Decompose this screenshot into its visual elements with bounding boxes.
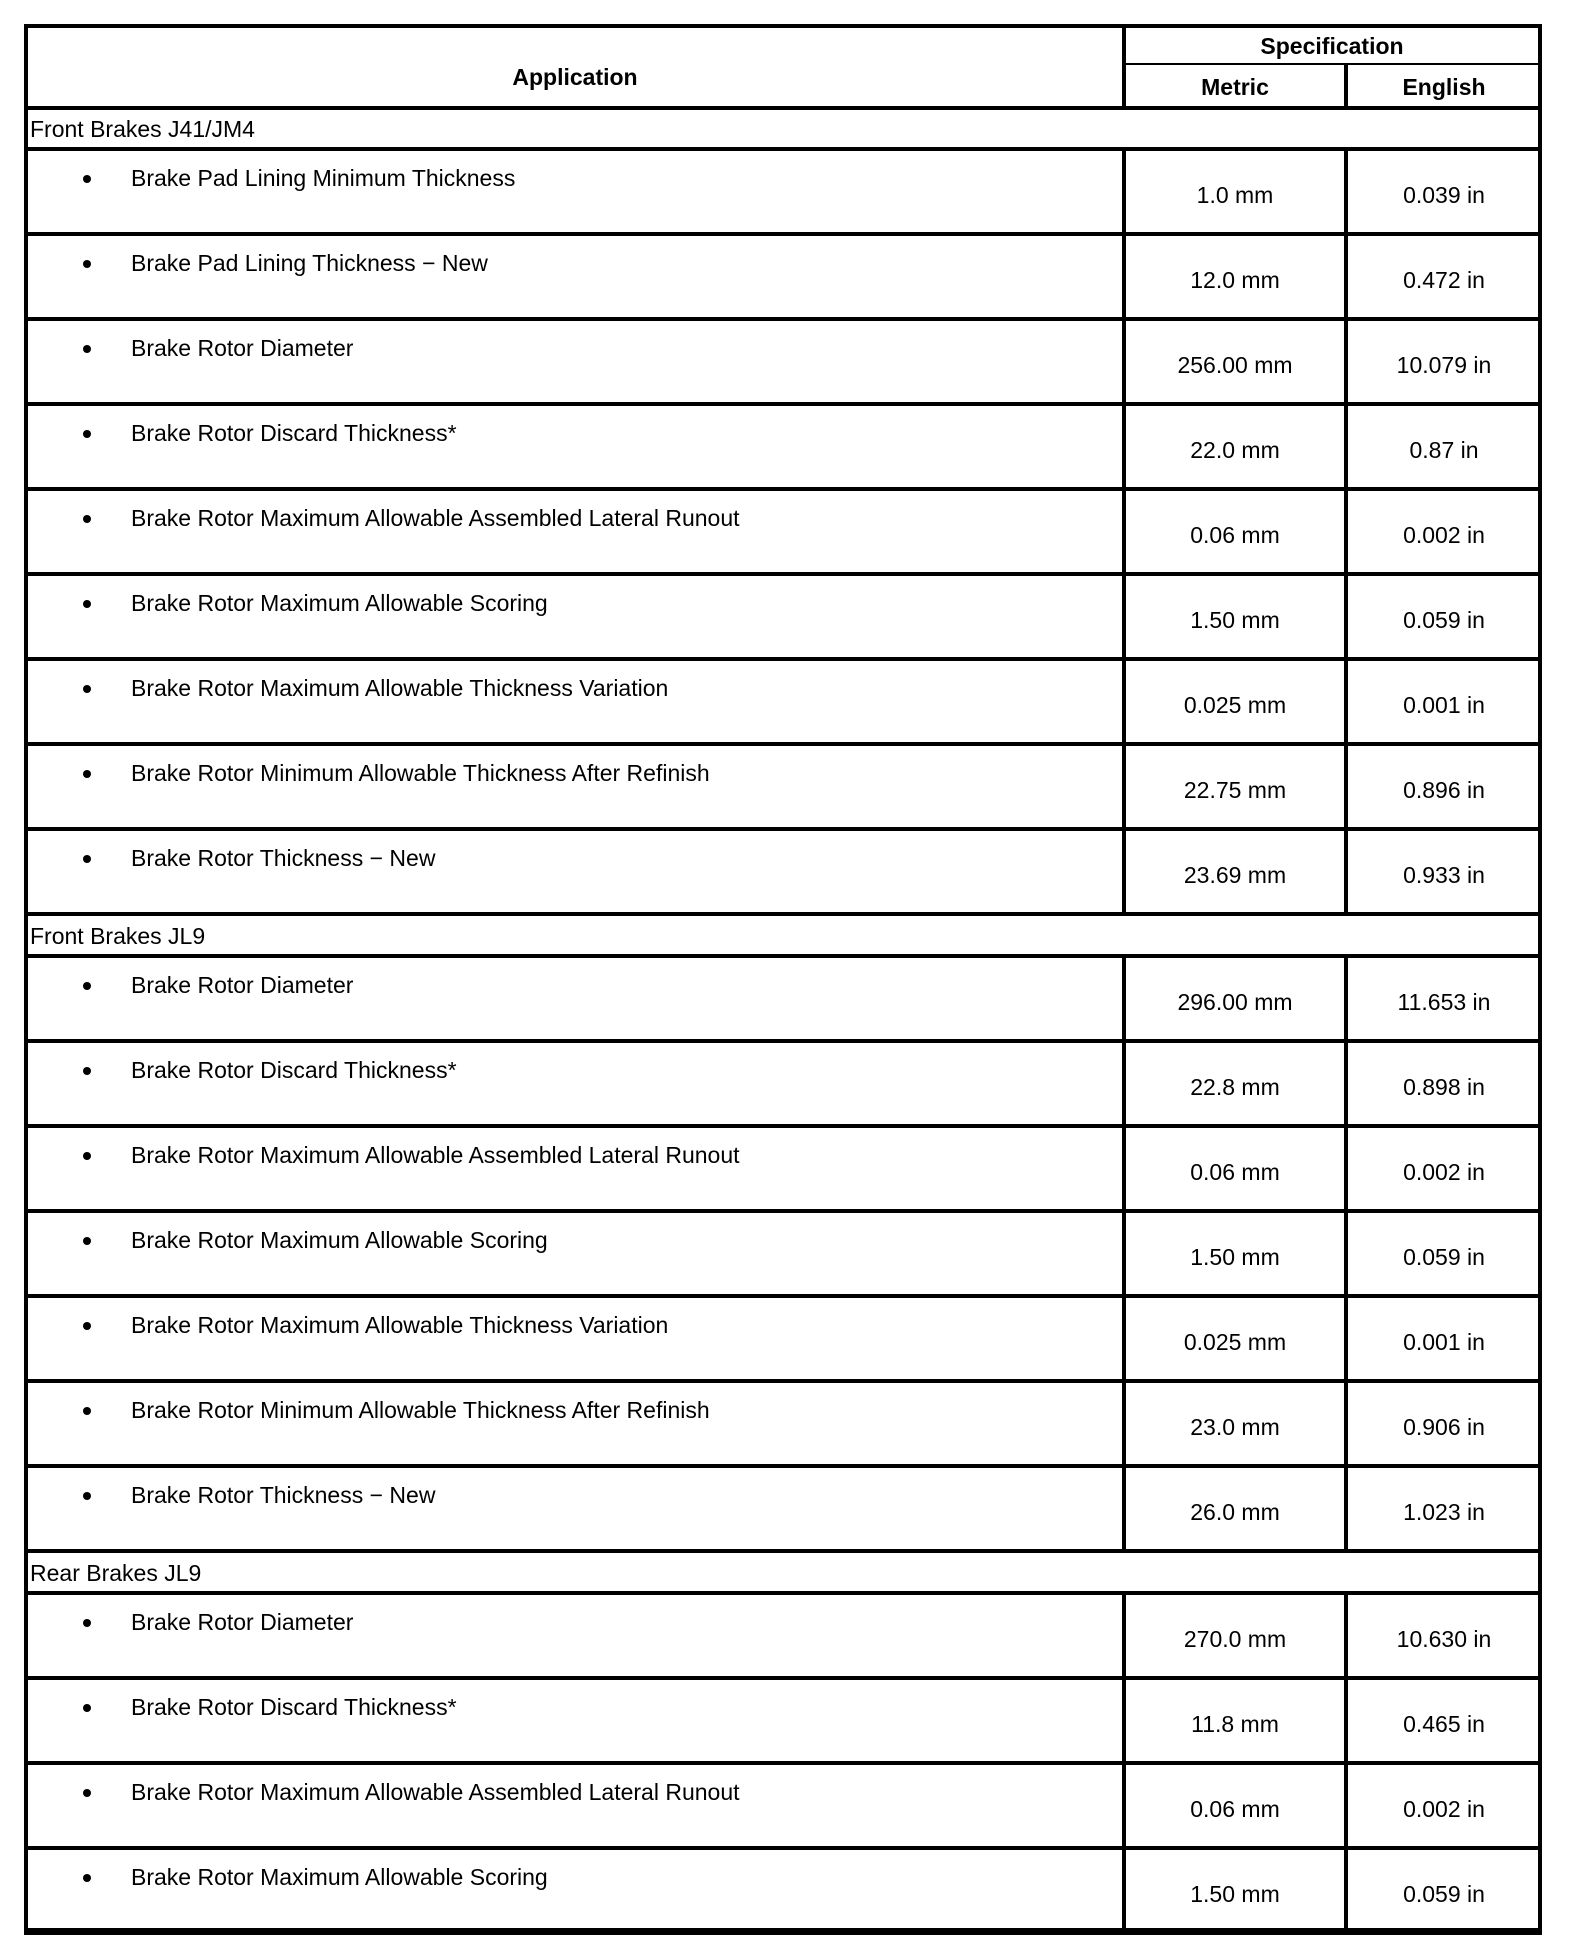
row-label: Brake Rotor Maximum Allowable Scoring <box>131 590 548 616</box>
column-divider <box>1122 1127 1126 1212</box>
metric-value: 1.50 mm <box>1190 607 1280 633</box>
column-divider <box>1344 745 1348 830</box>
column-divider <box>1344 1297 1348 1382</box>
bullet-icon <box>83 1152 91 1160</box>
metric-value: 1.50 mm <box>1190 1881 1280 1907</box>
english-header: English <box>1402 74 1486 100</box>
metric-value: 0.06 mm <box>1190 1796 1280 1822</box>
metric-value: 23.69 mm <box>1183 862 1287 888</box>
row-divider <box>24 1294 1542 1298</box>
column-divider <box>1344 490 1348 575</box>
bullet-icon <box>83 600 91 608</box>
english-value: 0.465 in <box>1403 1711 1485 1737</box>
row-divider <box>24 1464 1542 1468</box>
english-value: 1.023 in <box>1403 1499 1485 1525</box>
section-title: Front Brakes J41/JM4 <box>30 116 255 142</box>
metric-value: 22.75 mm <box>1183 777 1287 803</box>
specification-header: Specification <box>1260 33 1404 59</box>
row-label: Brake Rotor Maximum Allowable Assembled Lateral Runout <box>131 505 740 531</box>
row-label: Brake Rotor Maximum Allowable Scoring <box>131 1227 548 1253</box>
column-divider <box>1122 575 1126 660</box>
bullet-icon <box>83 770 91 778</box>
row-label: Brake Rotor Maximum Allowable Thickness Variation <box>131 675 669 701</box>
row-divider <box>24 657 1542 661</box>
english-value: 0.87 in <box>1409 437 1479 463</box>
column-divider <box>1122 1849 1126 1934</box>
header-divider-metric <box>1344 64 1348 108</box>
english-value: 0.059 in <box>1403 607 1485 633</box>
column-divider <box>1122 1042 1126 1127</box>
metric-value: 26.0 mm <box>1190 1499 1280 1525</box>
row-label: Brake Rotor Thickness − New <box>131 845 436 871</box>
english-value: 0.906 in <box>1403 1414 1485 1440</box>
column-divider <box>1344 660 1348 745</box>
header-divider-spec <box>1122 63 1542 65</box>
column-divider <box>1344 830 1348 915</box>
english-value: 11.653 in <box>1397 989 1491 1015</box>
bullet-icon <box>83 345 91 353</box>
column-divider <box>1122 830 1126 915</box>
section-divider <box>24 954 1542 958</box>
section-divider <box>24 1591 1542 1595</box>
row-label: Brake Rotor Maximum Allowable Assembled Lateral Runout <box>131 1779 740 1805</box>
row-label: Brake Rotor Discard Thickness* <box>131 1057 457 1083</box>
metric-value: 12.0 mm <box>1190 267 1280 293</box>
english-value: 0.933 in <box>1403 862 1485 888</box>
row-label: Brake Rotor Diameter <box>131 1609 354 1635</box>
column-divider <box>1344 235 1348 320</box>
column-divider <box>1122 660 1126 745</box>
column-divider <box>1344 957 1348 1042</box>
metric-value: 270.0 mm <box>1183 1626 1287 1652</box>
english-value: 0.002 in <box>1403 1796 1485 1822</box>
metric-value: 22.8 mm <box>1190 1074 1280 1100</box>
bullet-icon <box>83 1237 91 1245</box>
row-divider <box>24 572 1542 576</box>
bullet-icon <box>83 982 91 990</box>
english-value: 0.059 in <box>1403 1244 1485 1270</box>
bullet-icon <box>83 855 91 863</box>
row-divider <box>24 1124 1542 1128</box>
metric-value: 296.00 mm <box>1177 989 1293 1015</box>
row-label: Brake Rotor Diameter <box>131 335 354 361</box>
row-divider <box>24 1931 1542 1935</box>
english-value: 0.001 in <box>1403 1329 1485 1355</box>
column-divider <box>1344 150 1348 235</box>
bullet-icon <box>83 430 91 438</box>
english-value: 0.001 in <box>1403 692 1485 718</box>
column-divider <box>1344 405 1348 490</box>
row-divider <box>24 827 1542 831</box>
row-divider <box>24 1549 1542 1553</box>
row-divider <box>24 912 1542 916</box>
english-value: 10.079 in <box>1396 352 1492 378</box>
bullet-icon <box>83 1322 91 1330</box>
row-label: Brake Rotor Thickness − New <box>131 1482 436 1508</box>
column-divider <box>1122 150 1126 235</box>
bullet-icon <box>83 1874 91 1882</box>
header-divider-app <box>1122 24 1126 108</box>
header-bottom-line <box>24 106 1542 110</box>
column-divider <box>1344 320 1348 405</box>
column-divider <box>1122 957 1126 1042</box>
section-title: Front Brakes JL9 <box>30 923 206 949</box>
column-divider <box>1122 405 1126 490</box>
english-value: 0.039 in <box>1403 182 1485 208</box>
column-divider <box>1122 235 1126 320</box>
english-value: 0.898 in <box>1403 1074 1485 1100</box>
bullet-icon <box>83 515 91 523</box>
bullet-icon <box>83 685 91 693</box>
row-divider <box>24 487 1542 491</box>
english-value: 0.896 in <box>1403 777 1485 803</box>
column-divider <box>1344 1467 1348 1552</box>
row-label: Brake Rotor Discard Thickness* <box>131 1694 457 1720</box>
column-divider <box>1344 1849 1348 1934</box>
column-divider <box>1344 1764 1348 1849</box>
row-label: Brake Rotor Maximum Allowable Assembled Lateral Runout <box>131 1142 740 1168</box>
column-divider <box>1122 745 1126 830</box>
row-label: Brake Rotor Minimum Allowable Thickness After Refinish <box>131 760 710 786</box>
metric-value: 0.025 mm <box>1183 1329 1287 1355</box>
column-divider <box>1344 1212 1348 1297</box>
bullet-icon <box>83 1492 91 1500</box>
row-label: Brake Rotor Minimum Allowable Thickness After Refinish <box>131 1397 710 1423</box>
column-divider <box>1122 490 1126 575</box>
column-divider <box>1122 1679 1126 1764</box>
row-divider <box>24 232 1542 236</box>
column-divider <box>1344 575 1348 660</box>
bullet-icon <box>83 260 91 268</box>
metric-header: Metric <box>1201 74 1269 100</box>
section-divider <box>24 147 1542 151</box>
bullet-icon <box>83 175 91 183</box>
row-divider <box>24 1846 1542 1850</box>
row-label: Brake Rotor Maximum Allowable Thickness Variation <box>131 1312 669 1338</box>
metric-value: 0.025 mm <box>1183 692 1287 718</box>
bullet-icon <box>83 1619 91 1627</box>
metric-value: 1.50 mm <box>1190 1244 1280 1270</box>
column-divider <box>1122 1297 1126 1382</box>
column-divider <box>1344 1042 1348 1127</box>
row-label: Brake Rotor Diameter <box>131 972 354 998</box>
metric-value: 23.0 mm <box>1190 1414 1280 1440</box>
bullet-icon <box>83 1407 91 1415</box>
row-label: Brake Pad Lining Minimum Thickness <box>131 165 516 191</box>
row-divider <box>24 1676 1542 1680</box>
english-value: 0.059 in <box>1403 1881 1485 1907</box>
column-divider <box>1344 1382 1348 1467</box>
row-divider <box>24 317 1542 321</box>
column-divider <box>1122 1467 1126 1552</box>
row-divider <box>24 1761 1542 1765</box>
section-title: Rear Brakes JL9 <box>30 1560 202 1586</box>
row-label: Brake Rotor Discard Thickness* <box>131 420 457 446</box>
english-value: 0.002 in <box>1403 1159 1485 1185</box>
bullet-icon <box>83 1704 91 1712</box>
bullet-icon <box>83 1789 91 1797</box>
bullet-icon <box>83 1067 91 1075</box>
metric-value: 256.00 mm <box>1177 352 1293 378</box>
column-divider <box>1122 1382 1126 1467</box>
english-value: 0.002 in <box>1403 522 1485 548</box>
metric-value: 0.06 mm <box>1190 522 1280 548</box>
metric-value: 22.0 mm <box>1190 437 1280 463</box>
english-value: 0.472 in <box>1403 267 1485 293</box>
column-divider <box>1122 1764 1126 1849</box>
column-divider <box>1344 1594 1348 1679</box>
metric-value: 0.06 mm <box>1190 1159 1280 1185</box>
column-divider <box>1122 320 1126 405</box>
row-label: Brake Rotor Maximum Allowable Scoring <box>131 1864 548 1890</box>
row-divider <box>24 742 1542 746</box>
column-divider <box>1344 1679 1348 1764</box>
row-divider <box>24 1379 1542 1383</box>
column-divider <box>1344 1127 1348 1212</box>
column-divider <box>1122 1212 1126 1297</box>
row-divider <box>24 1039 1542 1043</box>
metric-value: 1.0 mm <box>1196 182 1274 208</box>
column-divider <box>1122 1594 1126 1679</box>
row-divider <box>24 1209 1542 1213</box>
metric-value: 11.8 mm <box>1191 1711 1279 1737</box>
english-value: 10.630 in <box>1396 1626 1492 1652</box>
row-divider <box>24 402 1542 406</box>
row-label: Brake Pad Lining Thickness − New <box>131 250 488 276</box>
application-header: Application <box>512 64 638 90</box>
